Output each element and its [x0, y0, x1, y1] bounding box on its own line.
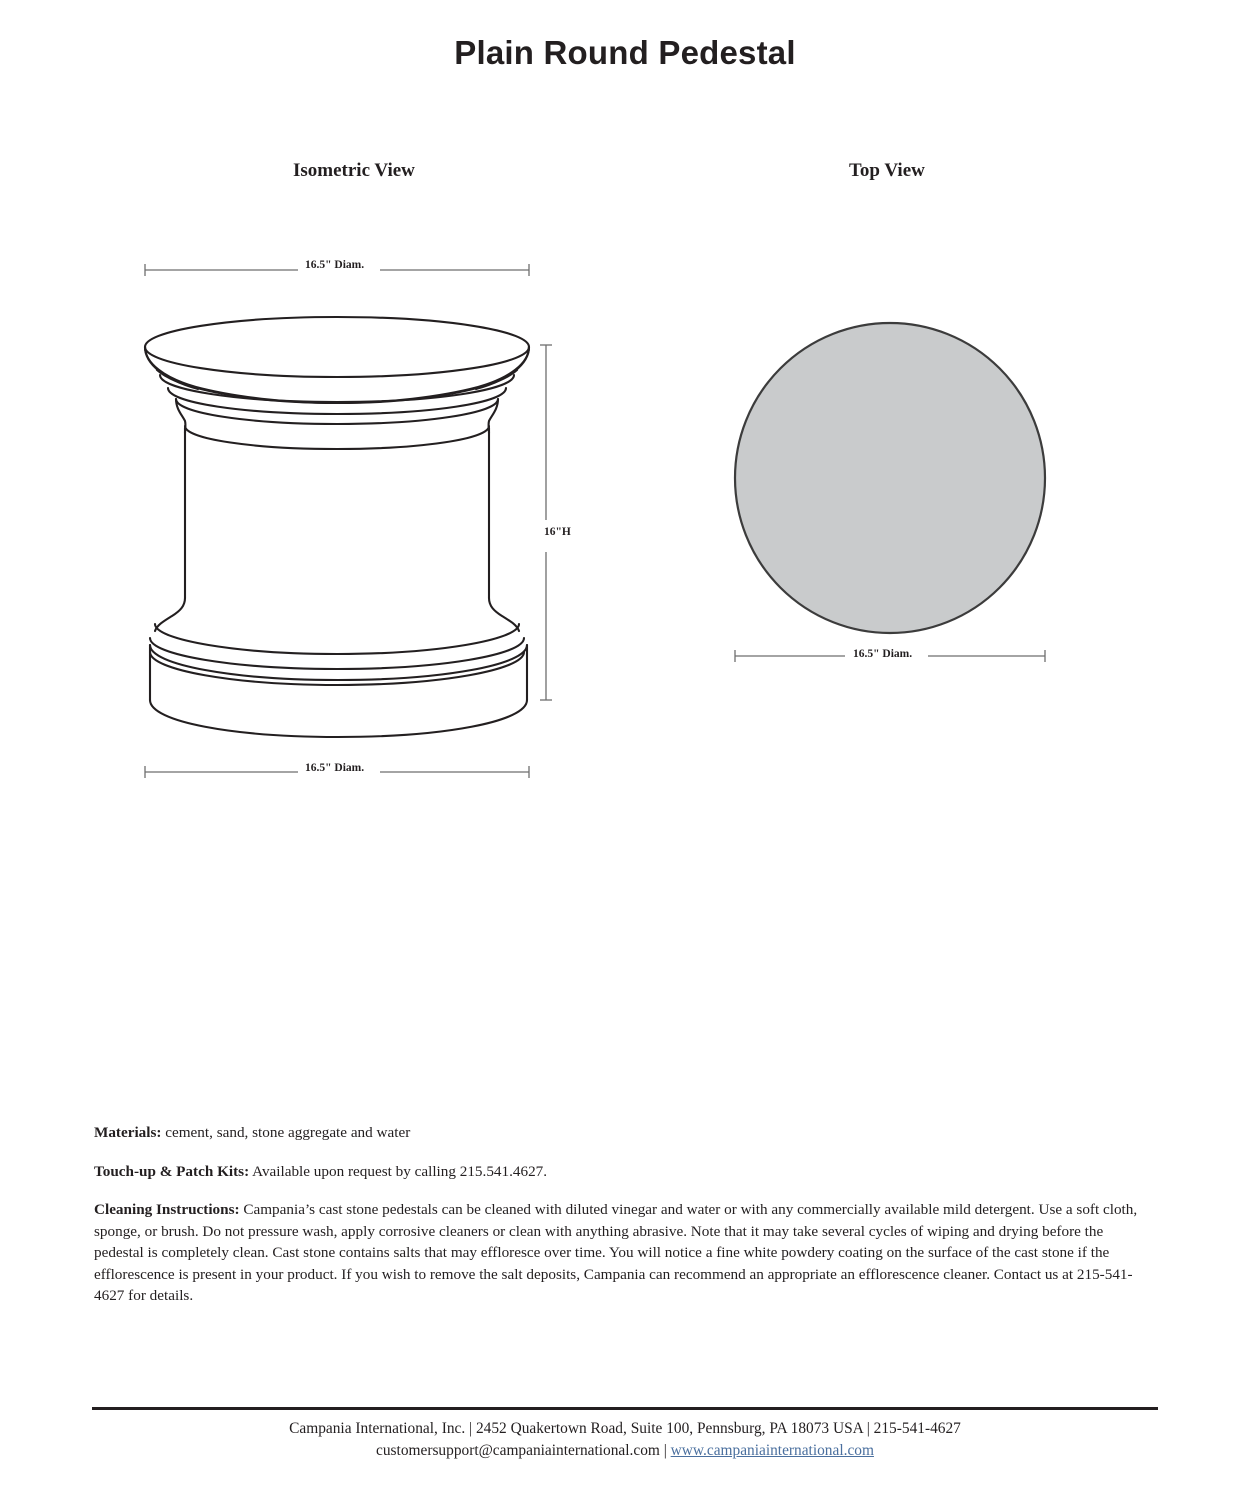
- dimension-label-iso-bottom-diameter: 16.5" Diam.: [300, 762, 369, 774]
- cap-band-3: [176, 399, 498, 424]
- plinth-top-curve: [150, 645, 527, 680]
- footer-website-link[interactable]: www.campaniainternational.com: [670, 1442, 874, 1460]
- dimension-label-iso-height: 16"H: [539, 526, 576, 538]
- footer-separator: |: [659, 1442, 671, 1460]
- dimension-lines: [145, 264, 1045, 778]
- cap-band-1: [160, 375, 514, 402]
- spec-materials-text: cement, sand, stone aggregate and water: [161, 1124, 411, 1141]
- footer-divider: [92, 1407, 1158, 1410]
- cap-rim-bottom-curve: [157, 370, 517, 403]
- spec-materials-label: Materials:: [94, 1124, 162, 1141]
- dimension-label-top-view-diameter: 16.5" Diam.: [848, 648, 917, 660]
- cap-rim-body: [145, 347, 529, 403]
- footer-email[interactable]: customersupport@campaniainternational.com: [376, 1442, 660, 1460]
- cap-rim-right-edge: [476, 347, 529, 389]
- base-band-2: [150, 638, 524, 669]
- footer-address-line: Campania International, Inc. | 2452 Quakertown Road, Suite 100, Pennsburg, PA 18073 USA | 215-541-4627: [289, 1420, 961, 1437]
- spec-cleaning-instructions-label: Cleaning Instructions:: [94, 1201, 240, 1219]
- isometric-view-label: Isometric View: [293, 160, 415, 181]
- spec-materials: [94, 1122, 1154, 1144]
- shaft-fillet-bottom-left: [155, 598, 185, 631]
- cap-rim-left-edge: [145, 347, 198, 389]
- footer-contact-line: [0, 1440, 1250, 1462]
- base-band-1: [155, 624, 519, 654]
- cap-band-2: [168, 388, 506, 414]
- spec-cleaning-instructions-text: Campania’s cast stone pedestals can be cleaned with diluted vinegar and water or with any commercially available mild detergent. Use a soft cloth, sponge, or brush. Do not pressure wash, apply corrosive cleaners or clean with anything abrasive. Note that it may take several cycles of wiping and drying before the pedestal is completely clean. Cast stone contains salts that may effloresce over time. You will notice a fine white powdery coating on the surface of the cast stone if the efflorescence is present in your product. If you wish to remove the salt deposits, Campania can recommend an appropriate an efflorescence cleaner. Contact us at 215-541-4627 for details.: [94, 1201, 1138, 1305]
- shaft-fillet-bottom-right: [489, 598, 519, 631]
- specifications-block: [94, 1122, 1154, 1307]
- spec-touchup-kits: [94, 1161, 1154, 1183]
- spec-cleaning-instructions: [94, 1199, 1154, 1307]
- plinth-bottom-curve: [150, 700, 527, 737]
- cap-top-ellipse: [145, 317, 529, 377]
- top-view-circle: [735, 323, 1045, 633]
- base-band-3: [150, 652, 524, 685]
- pedestal-isometric-drawing: [145, 317, 529, 737]
- shaft-fillet-top-right: [489, 399, 498, 433]
- dimension-label-iso-top-diameter: 16.5" Diam.: [300, 259, 369, 271]
- top-view-label: Top View: [849, 160, 925, 181]
- spec-touchup-kits-label: Touch-up & Patch Kits:: [94, 1162, 250, 1180]
- spec-touchup-kits-text: Available upon request by calling 215.541.4627.: [249, 1162, 548, 1180]
- dimension-iso-height: [540, 345, 552, 700]
- shaft-fillet-top-left: [176, 399, 185, 433]
- footer: [0, 1418, 1250, 1463]
- shaft-top-ellipse-curve: [185, 426, 489, 449]
- page-title: Plain Round Pedestal: [454, 34, 796, 71]
